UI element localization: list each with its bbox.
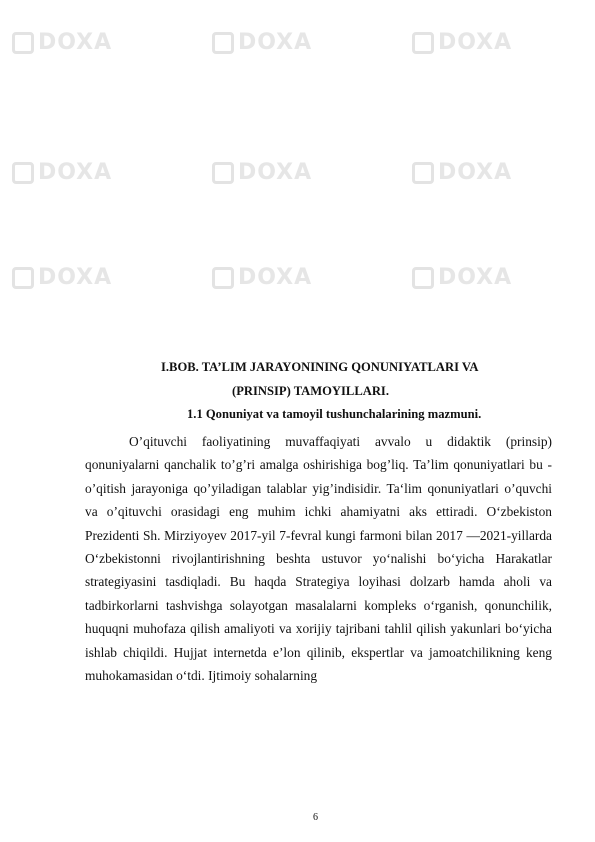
watermark: DOXA <box>412 265 522 305</box>
watermark-logo-icon <box>212 162 234 184</box>
watermark-logo-icon <box>212 32 234 54</box>
watermark: DOXA <box>212 160 322 200</box>
watermark: DOXA <box>12 160 122 200</box>
chapter-title-line-1: I.BOB. TA’LIM JARAYONINING QONUNIYATLARI VA <box>161 360 479 374</box>
watermark: DOXA <box>212 30 322 70</box>
watermark-logo-icon <box>212 267 234 289</box>
chapter-title-line-2: (PRINSIP) TAMOYILLARI. <box>232 384 389 398</box>
watermark-logo-icon <box>12 162 34 184</box>
page-number: 6 <box>313 812 318 823</box>
watermark: DOXA <box>12 265 122 305</box>
body-paragraph: O’qituvchi faoliyatining muvaffaqiyati avvalo u didaktik (prinsip) qonuniyalarni qanchalik to’g’ri amalga oshirishiga bog’liq. Ta’lim qonuniyatlari bu - o’qitish jarayoniga qo’yiladigan talablar yig’indisidir. Ta‘lim qonuniyatlari o’quvchi va o’qituvchi orasidagi eng muhim ichki ahamiyatni aks ettiradi. O‘zbekiston Prezidenti Sh. Mirziyoyev 2017-yil 7-fevral kungi farmoni bilan 2017 —2021-yillarda O‘zbekistonni rivojlantirishning beshta ustuvor yo‘nalishi bo‘yicha Harakatlar strategiyasini tasdiqladi. Bu haqda Strategiya loyihasi dolzarb hamda aholi va tadbirkorlarni tashvishga solayotgan masalalarni kompleks o‘rganish, qonunchilik, huquqni muhofaza qilish amaliyoti va xorijiy tajribani tahlil qilish yakunlari bo‘yicha ishlab chiqildi. Hujjat internetda e’lon qilinib, ekspertlar va jamoatchilikning keng muhokamasidan o‘tdi. Ijtimoiy sohalarning <box>85 434 552 684</box>
watermark: DOXA <box>412 160 522 200</box>
watermark-logo-icon <box>12 32 34 54</box>
section-subheading: 1.1 Qonuniyat va tamoyil tushunchalarining mazmuni. <box>187 407 482 421</box>
watermark: DOXA <box>12 30 122 70</box>
watermark-logo-icon <box>412 162 434 184</box>
watermark: DOXA <box>412 30 522 70</box>
watermark-logo-icon <box>412 267 434 289</box>
watermark: DOXA <box>212 265 322 305</box>
watermark-logo-icon <box>412 32 434 54</box>
watermark-logo-icon <box>12 267 34 289</box>
